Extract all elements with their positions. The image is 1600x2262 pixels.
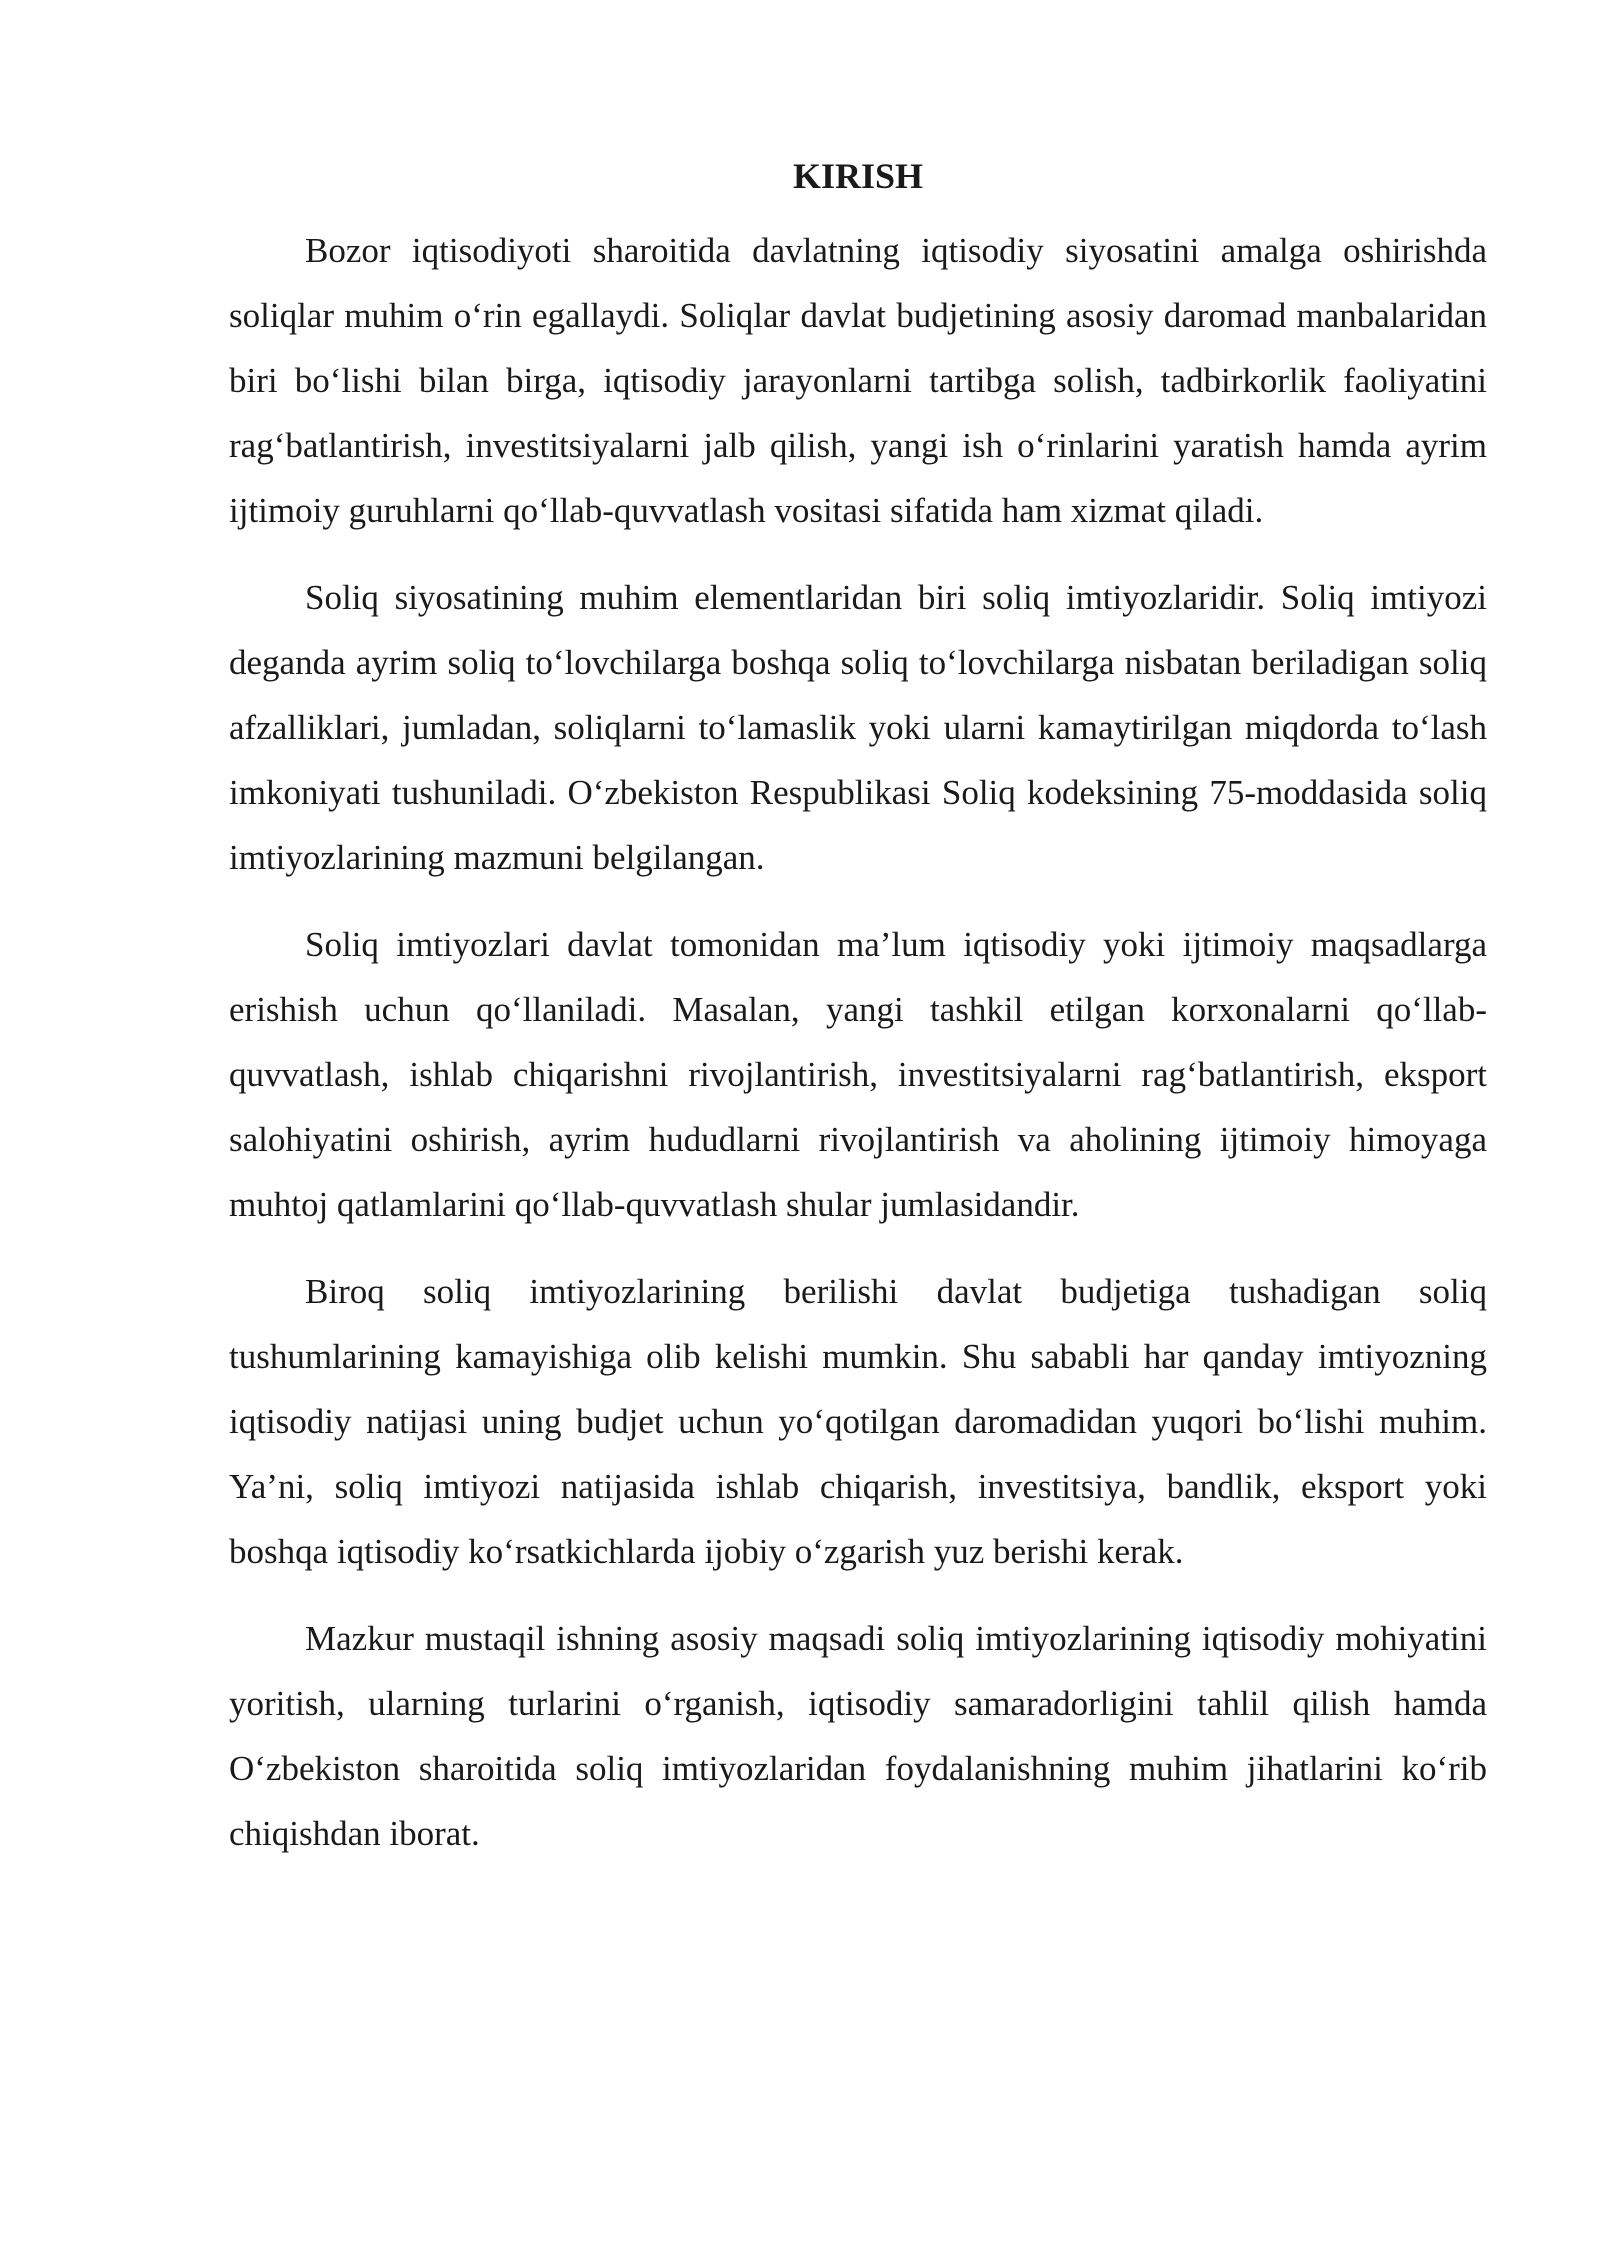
body-paragraph-2: Soliq siyosatining muhim elementlaridan biri soliq imtiyozlaridir. Soliq imtiyozi deganda ayrim soliq to‘lovchilarga boshqa soliq to‘lovchilarga nisbatan beriladigan soliq afzalliklari, jumladan, soliqlarni to‘lamaslik yoki ularni kamaytirilgan miqdorda to‘lash imkoniyati tushuniladi. O‘zbekiston Respublikasi Soliq kodeksining 75-moddasida soliq imtiyozlarining mazmuni belgilangan. bbox=[229, 578, 1487, 877]
body-paragraph-5: Mazkur mustaqil ishning asosiy maqsadi soliq imtiyozlarining iqtisodiy mohiyatini yoritish, ularning turlarini o‘rganish, iqtisodiy samaradorligini tahlil qilish hamda O‘zbekiston sharoitida soliq imtiyozlaridan foydalanishning muhim jihatlarini ko‘rib chiqishdan iborat. bbox=[229, 1619, 1487, 1853]
page-content bbox=[229, 150, 1487, 1888]
body-paragraph-3: Soliq imtiyozlari davlat tomonidan ma’lum iqtisodiy yoki ijtimoiy maqsadlarga erishish uchun qo‘llaniladi. Masalan, yangi tashkil etilgan korxonalarni qo‘llab-quvvatlash, ishlab chiqarishni rivojlantirish, investitsiyalarni rag‘batlantirish, eksport salohiyatini oshirish, ayrim hududlarni rivojlantirish va aholining ijtimoiy himoyaga muhtoj qatlamlarini qo‘llab-quvvatlash shular jumlasidandir. bbox=[229, 925, 1487, 1224]
page-title: KIRISH bbox=[792, 156, 924, 196]
body-paragraph-4: Biroq soliq imtiyozlarining berilishi davlat budjetiga tushadigan soliq tushumlarining kamayishiga olib kelishi mumkin. Shu sababli har qanday imtiyozning iqtisodiy natijasi uning budjet uchun yo‘qotilgan daromadidan yuqori bo‘lishi muhim. Ya’ni, soliq imtiyozi natijasida ishlab chiqarish, investitsiya, bandlik, eksport yoki boshqa iqtisodiy ko‘rsatkichlarda ijobiy o‘zgarish yuz berishi kerak. bbox=[229, 1272, 1487, 1571]
body-paragraph-1: Bozor iqtisodiyoti sharoitida davlatning iqtisodiy siyosatini amalga oshirishda soliqlar muhim o‘rin egallaydi. Soliqlar davlat budjetining asosiy daromad manbalaridan biri bo‘lishi bilan birga, iqtisodiy jarayonlarni tartibga solish, tadbirkorlik faoliyatini rag‘batlantirish, investitsiyalarni jalb qilish, yangi ish o‘rinlarini yaratish hamda ayrim ijtimoiy guruhlarni qo‘llab-quvvatlash vositasi sifatida ham xizmat qiladi. bbox=[229, 231, 1487, 530]
